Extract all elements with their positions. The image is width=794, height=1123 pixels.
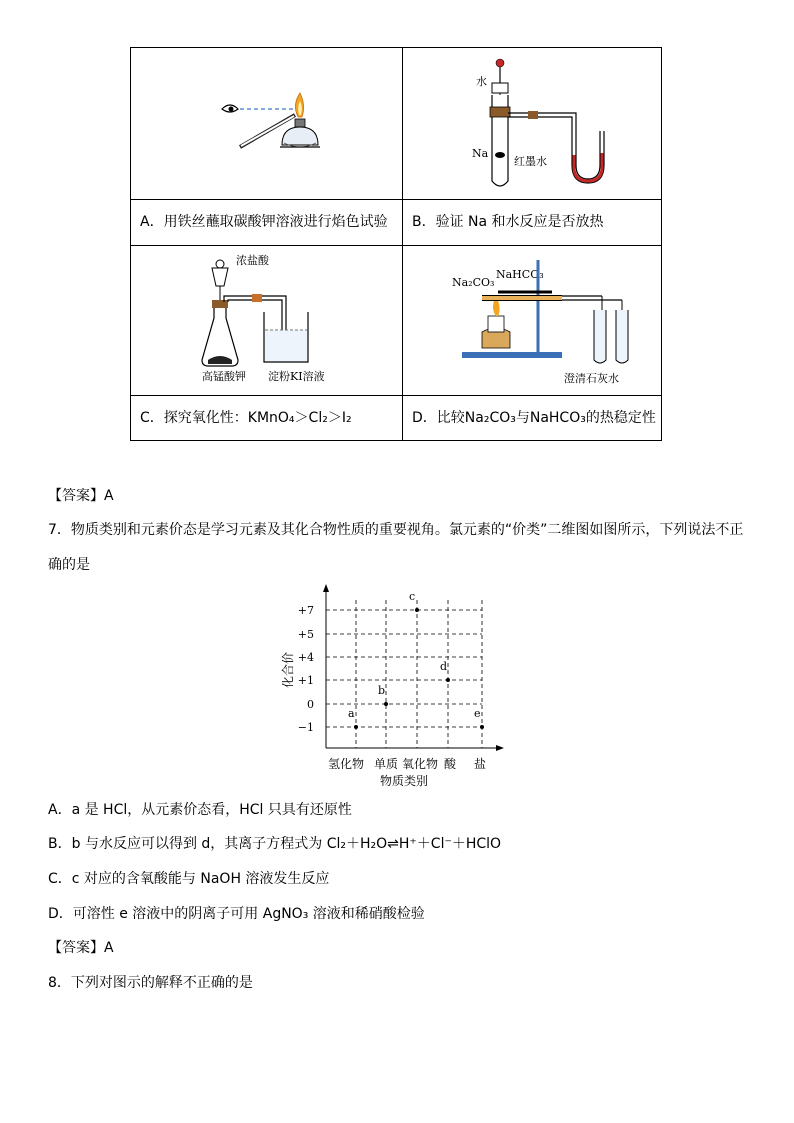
question-7-line1: 7．物质类别和元素价态是学习元素及其化合物性质的重要视角。氯元素的“价类”二维图如图所示，下列说法不正 [48, 522, 744, 538]
answer-7: 【答案】A [48, 940, 114, 956]
option-a: A．a 是 HCl，从元素价态看，HCl 只具有还原性 [48, 802, 352, 818]
caption-a: A．用铁丝蘸取碳酸钾溶液进行焰色试验 [140, 214, 388, 230]
point-label-a: a [348, 707, 355, 720]
data-point-d [446, 678, 450, 682]
table-border [130, 47, 131, 441]
x-axis-arrow [496, 745, 504, 751]
na2co3-label: Na₂CO₃ [452, 276, 495, 289]
sodium-water-figure [470, 55, 620, 197]
hcl-label: 浓盐酸 [236, 254, 269, 267]
x-tick-label: 盐 [473, 757, 487, 771]
ki-label: 淀粉KI溶液 [268, 370, 325, 383]
table-border [130, 245, 662, 246]
experiment-table [130, 47, 662, 441]
ink-label: 红墨水 [514, 155, 547, 168]
data-point-b [384, 702, 388, 706]
kmno4-label: 高锰酸钾 [202, 370, 246, 383]
y-tick-label: +7 [297, 604, 314, 617]
table-border [130, 47, 662, 48]
y-tick-label: −1 [297, 721, 314, 734]
question-8: 8．下列对图示的解释不正确的是 [48, 975, 253, 991]
data-point-a [354, 725, 358, 729]
na-label: Na [472, 147, 489, 160]
table-border [130, 440, 662, 441]
data-point-c [415, 608, 419, 612]
point-label-e: e [474, 707, 481, 720]
water-label: 水 [476, 75, 487, 88]
table-border [130, 199, 662, 200]
y-tick-label: 0 [307, 698, 314, 711]
y-axis-label: 化合价 [281, 651, 295, 689]
caption-c: C．探究氧化性：KMnO₄＞Cl₂＞I₂ [140, 410, 352, 426]
point-label-b: b [378, 684, 386, 697]
table-border [402, 47, 403, 441]
option-c: C．c 对应的含氧酸能与 NaOH 溶液发生反应 [48, 871, 330, 887]
nahco3-label: NaHCO₃ [496, 268, 544, 281]
question-7-line2: 确的是 [48, 557, 90, 573]
x-tick-label: 单质 [373, 757, 399, 771]
caption-b: B．验证 Na 和水反应是否放热 [412, 214, 604, 230]
data-point-e [480, 725, 484, 729]
point-label-c: c [409, 590, 416, 603]
x-tick-label: 氧化物 [401, 757, 439, 771]
x-tick-label: 酸 [443, 757, 457, 771]
point-label-d: d [440, 660, 448, 673]
table-border [130, 395, 662, 396]
x-tick-label: 氢化物 [327, 757, 365, 771]
flame-test-figure [210, 87, 350, 167]
caption-d: D．比较Na₂CO₃与NaHCO₃的热稳定性 [412, 410, 656, 426]
answer-6: 【答案】A [48, 488, 114, 504]
valence-category-chart [270, 580, 510, 795]
thermal-stability-figure [452, 252, 662, 392]
limewater-label: 澄清石灰水 [564, 372, 619, 385]
x-axis-label: 物质类别 [379, 774, 429, 788]
y-axis-arrow [323, 584, 329, 592]
y-tick-label: +4 [297, 651, 314, 664]
option-d: D．可溶性 e 溶液中的阴离子可用 AgNO₃ 溶液和稀硝酸检验 [48, 906, 425, 922]
option-b: B．b 与水反应可以得到 d，其离子方程式为 Cl₂＋H₂O⇌H⁺＋Cl⁻＋HClO [48, 836, 502, 852]
y-tick-label: +1 [297, 674, 314, 687]
y-tick-label: +5 [297, 628, 314, 641]
oxidation-figure [200, 252, 340, 392]
